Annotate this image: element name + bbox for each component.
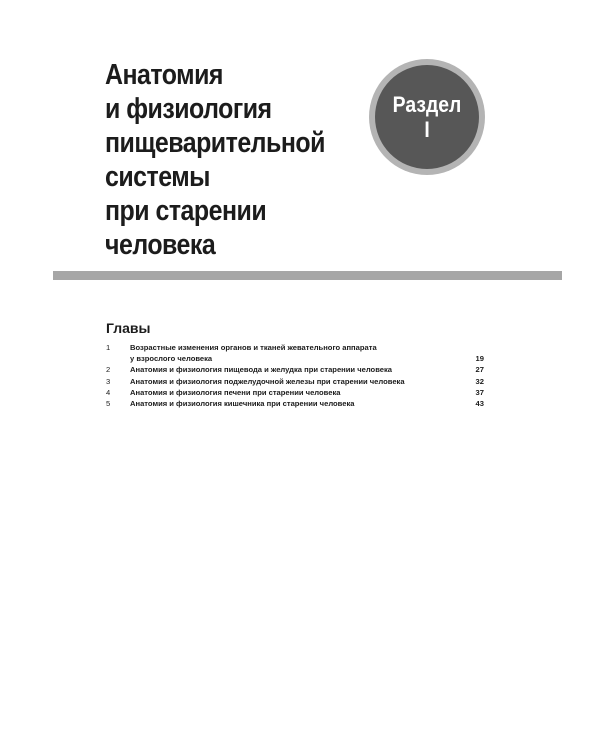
chapter-page-number: 19: [475, 354, 484, 364]
section-title-line: пищеварительной: [105, 127, 325, 159]
chapter-item[interactable]: [106, 376, 484, 387]
chapter-number: 2: [106, 365, 111, 375]
section-badge-label: Раздел: [392, 92, 462, 117]
chapter-item[interactable]: [106, 342, 484, 364]
section-title-line: и физиология: [105, 93, 272, 125]
chapter-page-number: 43: [475, 399, 484, 409]
section-title: [105, 58, 365, 262]
chapter-title: Возрастные изменения органов и тканей жевательного аппарата: [130, 343, 377, 352]
chapter-title: Анатомия и физиология пищевода и желудка при старении человека: [130, 365, 393, 375]
section-title-line: Анатомия: [105, 59, 223, 91]
chapter-title: Анатомия и физиология печени при старении человека: [130, 387, 341, 397]
chapter-item[interactable]: [106, 364, 484, 375]
section-title-line: при старении: [105, 195, 267, 227]
chapter-title: Анатомия и физиология поджелудочной железы при старении человека: [130, 376, 405, 386]
section-title-line: системы: [105, 161, 210, 193]
chapter-item[interactable]: [106, 398, 484, 409]
chapter-number: 5: [106, 399, 111, 409]
section-badge: [369, 59, 485, 175]
chapter-page-number: 37: [475, 387, 484, 397]
chapter-list: [106, 342, 484, 409]
chapter-title: Анатомия и физиология кишечника при старении человека: [130, 399, 355, 409]
chapter-page-number: 32: [475, 376, 484, 386]
chapter-page-number: 27: [475, 365, 484, 375]
chapters-heading: Главы: [106, 320, 151, 336]
section-badge-circle: [375, 65, 479, 169]
chapter-number: 3: [106, 376, 111, 386]
chapter-title: у взрослого человека: [130, 354, 213, 364]
chapter-number: 4: [106, 387, 111, 397]
chapter-item[interactable]: [106, 387, 484, 398]
section-badge-number: I: [424, 117, 430, 142]
section-divider: [53, 271, 562, 280]
section-title-line: человека: [105, 229, 216, 261]
chapter-number: 1: [106, 343, 111, 352]
